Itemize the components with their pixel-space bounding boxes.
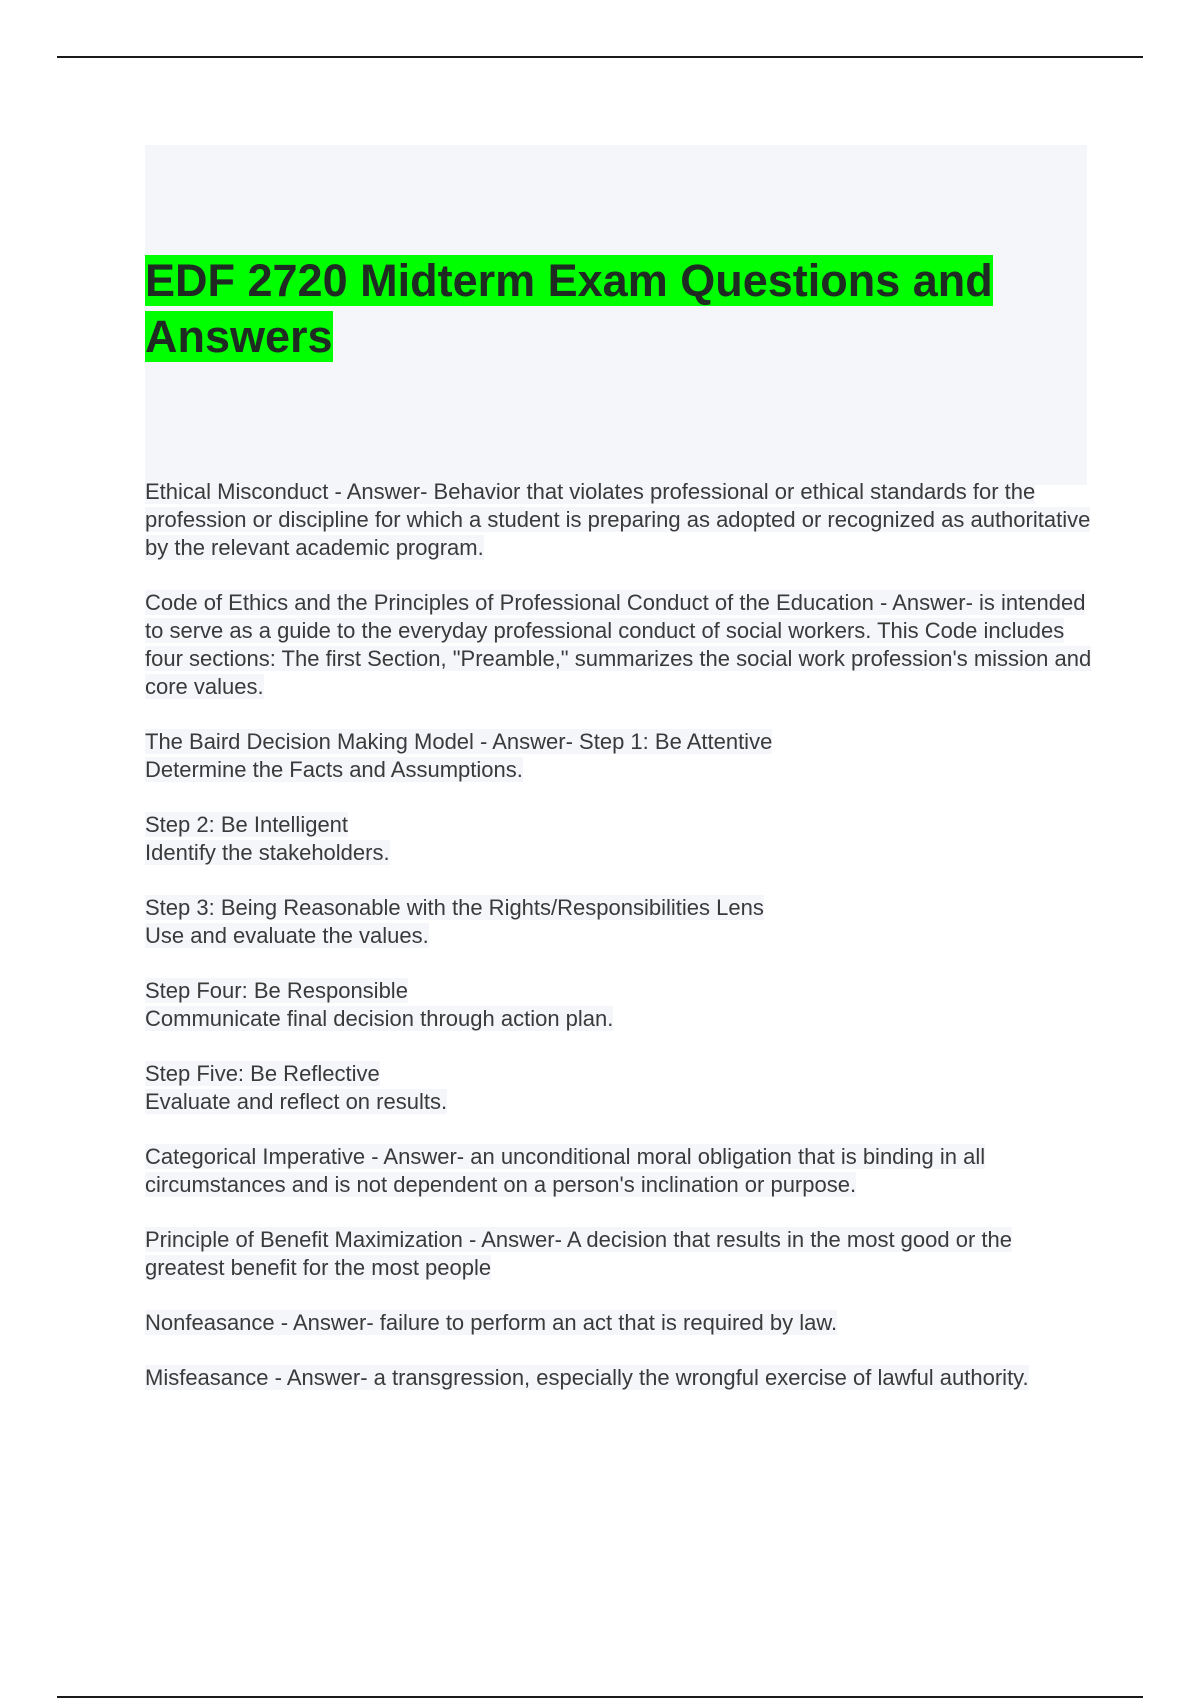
entry-step-four [145,977,1095,1033]
entry-text: Principle of Benefit Maximization - Answer- A decision that results in the most good or the greatest benefit for the most people [145,1227,1012,1280]
entry-text: Evaluate and reflect on results. [145,1089,448,1114]
entry-ethical-misconduct [145,478,1095,562]
bottom-rule [57,1696,1143,1698]
entry-step-3 [145,894,1095,950]
document-title-text: EDF 2720 Midterm Exam Questions and Answers [145,255,993,362]
entry-text: Identify the stakeholders. [145,840,390,865]
entry-step-five [145,1060,1095,1116]
entry-text: Ethical Misconduct - Answer- Behavior that violates professional or ethical standards for the profession or discipline for which a student is preparing as adopted or recognized as authoritative by the relevant academic program. [145,479,1091,560]
entry-misfeasance [145,1364,1095,1392]
entry-text: Step 2: Be Intelligent [145,812,349,837]
entry-text: Step Four: Be Responsible [145,978,408,1003]
entry-text: The Baird Decision Making Model - Answer- Step 1: Be Attentive [145,729,773,754]
document-body [145,478,1095,1419]
entry-text: Step 3: Being Reasonable with the Rights/Responsibilities Lens [145,895,764,920]
entry-text: Determine the Facts and Assumptions. [145,757,523,782]
entry-code-of-ethics [145,589,1095,701]
top-rule [57,56,1143,58]
entry-text: Nonfeasance - Answer- failure to perform an act that is required by law. [145,1310,838,1335]
entry-text: Use and evaluate the values. [145,923,429,948]
entry-text: Categorical Imperative - Answer- an unconditional moral obligation that is binding in all circumstances and is not dependent on a person's inclination or purpose. [145,1144,986,1197]
document-title [145,253,1087,365]
entry-categorical-imperative [145,1143,1095,1199]
entry-step-2 [145,811,1095,867]
entry-text: Misfeasance - Answer- a transgression, especially the wrongful exercise of lawful authority. [145,1365,1029,1390]
entry-text: Code of Ethics and the Principles of Professional Conduct of the Education - Answer- is intended to serve as a guide to the everyday professional conduct of social workers. This Code includes four sections: The first Section, "Preamble," summarizes the social work profession's mission and core values. [145,590,1092,699]
entry-benefit-maximization [145,1226,1095,1282]
entry-baird-model [145,728,1095,784]
entry-text: Step Five: Be Reflective [145,1061,380,1086]
entry-nonfeasance [145,1309,1095,1337]
title-block [145,145,1087,485]
entry-text: Communicate final decision through action plan. [145,1006,614,1031]
